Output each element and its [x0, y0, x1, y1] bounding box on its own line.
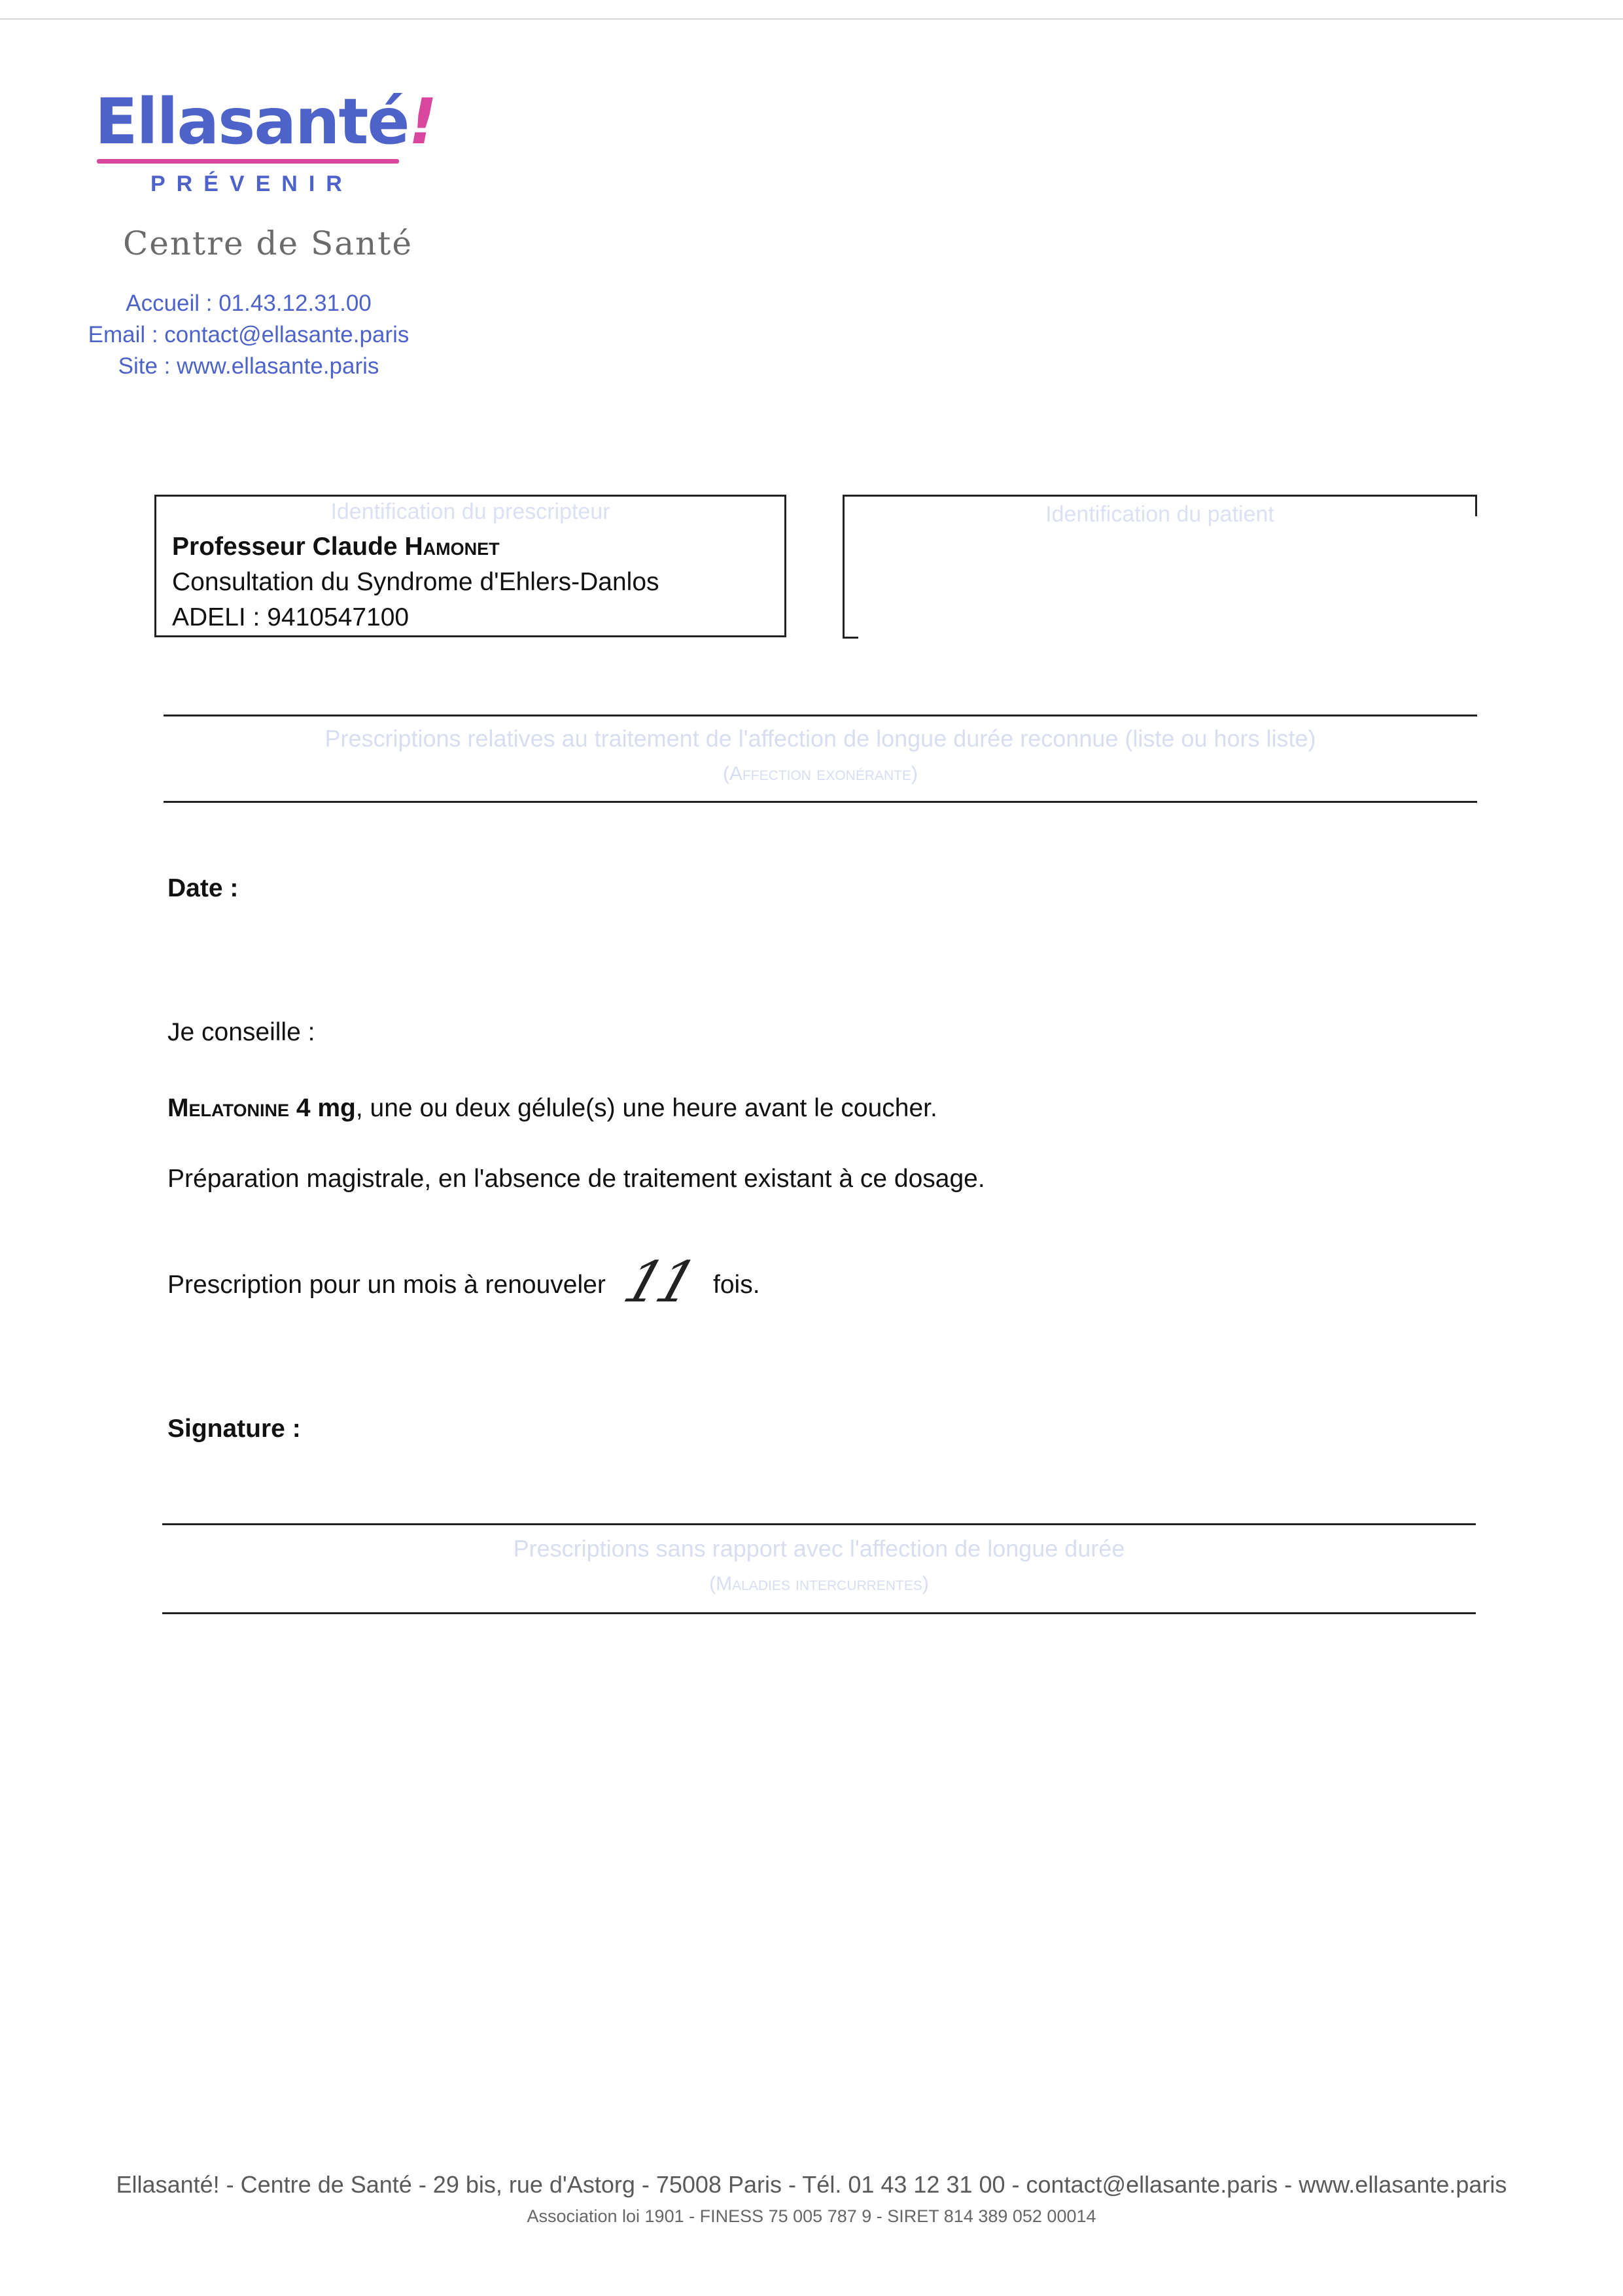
drug-line [167, 1094, 937, 1123]
drug-name: Melatonine [167, 1094, 289, 1122]
ald-section-title: Prescriptions relatives au traitement de l'affection de longue durée reconnue (liste ou hors liste) [324, 725, 1316, 752]
non-ald-section-subtitle: (Maladies intercurrentes) [709, 1573, 929, 1595]
patient-box-title: Identification du patient [1045, 502, 1274, 527]
prescriber-name [172, 529, 659, 565]
patient-box [843, 495, 1477, 639]
centre-de-sante-subtitle: Centre de Santé [123, 224, 413, 262]
preparation-line: Préparation magistrale, en l'absence de traitement existant à ce dosage. [167, 1165, 985, 1193]
ellasante-logo [95, 85, 436, 158]
prescriber-service: Consultation du Syndrome d'Ehlers-Danlos [172, 568, 659, 596]
drug-dose: 4 mg [289, 1094, 356, 1122]
renewal-count-handwritten: 11 [616, 1250, 701, 1315]
prescriber-last-name: Hamonet [404, 533, 500, 561]
logo-underline [97, 159, 399, 164]
prescriber-box-title: Identification du prescripteur [330, 499, 610, 524]
renewal-text-after: fois. [713, 1271, 760, 1299]
contact-phone: Accueil : 01.43.12.31.00 [126, 291, 372, 316]
renewal-text-before: Prescription pour un mois à renouveler [167, 1271, 606, 1299]
footer-legal: Association loi 1901 - FINESS 75 005 787 9 - SIRET 814 389 052 00014 [527, 2206, 1096, 2226]
footer-address: Ellasanté! - Centre de Santé - 29 bis, rue d'Astorg - 75008 Paris - Tél. 01 43 12 31 00 - contact@ellasante.paris - www.ellasante.paris [116, 2171, 1507, 2198]
ald-bottom-line [164, 801, 1477, 803]
signature-label: Signature : [167, 1415, 301, 1443]
prescriber-name-prefix: Professeur Claude [172, 533, 405, 561]
logo-tagline: PRÉVENIR [150, 171, 353, 196]
advice-label: Je conseille : [167, 1018, 315, 1046]
prescriber-box [154, 495, 786, 637]
top-edge-line [0, 18, 1623, 20]
contact-email: Email : contact@ellasante.paris [88, 322, 410, 347]
non-ald-bottom-line [162, 1612, 1476, 1614]
renewal-line [167, 1271, 606, 1299]
logo-text: Ellasanté [95, 85, 409, 158]
contact-site: Site : www.ellasante.paris [118, 353, 379, 379]
date-label: Date : [167, 874, 239, 902]
ald-top-line [164, 715, 1477, 716]
contact-block [72, 288, 425, 382]
logo-exclamation: ! [408, 85, 436, 158]
ald-section-subtitle: (Affection exonérante) [722, 763, 918, 785]
non-ald-section-title: Prescriptions sans rapport avec l'affection de longue durée [513, 1535, 1125, 1562]
non-ald-top-line [162, 1523, 1476, 1525]
prescriber-adeli: ADELI : 9410547100 [172, 603, 410, 631]
drug-posology: , une ou deux gélule(s) une heure avant le coucher. [355, 1094, 937, 1122]
